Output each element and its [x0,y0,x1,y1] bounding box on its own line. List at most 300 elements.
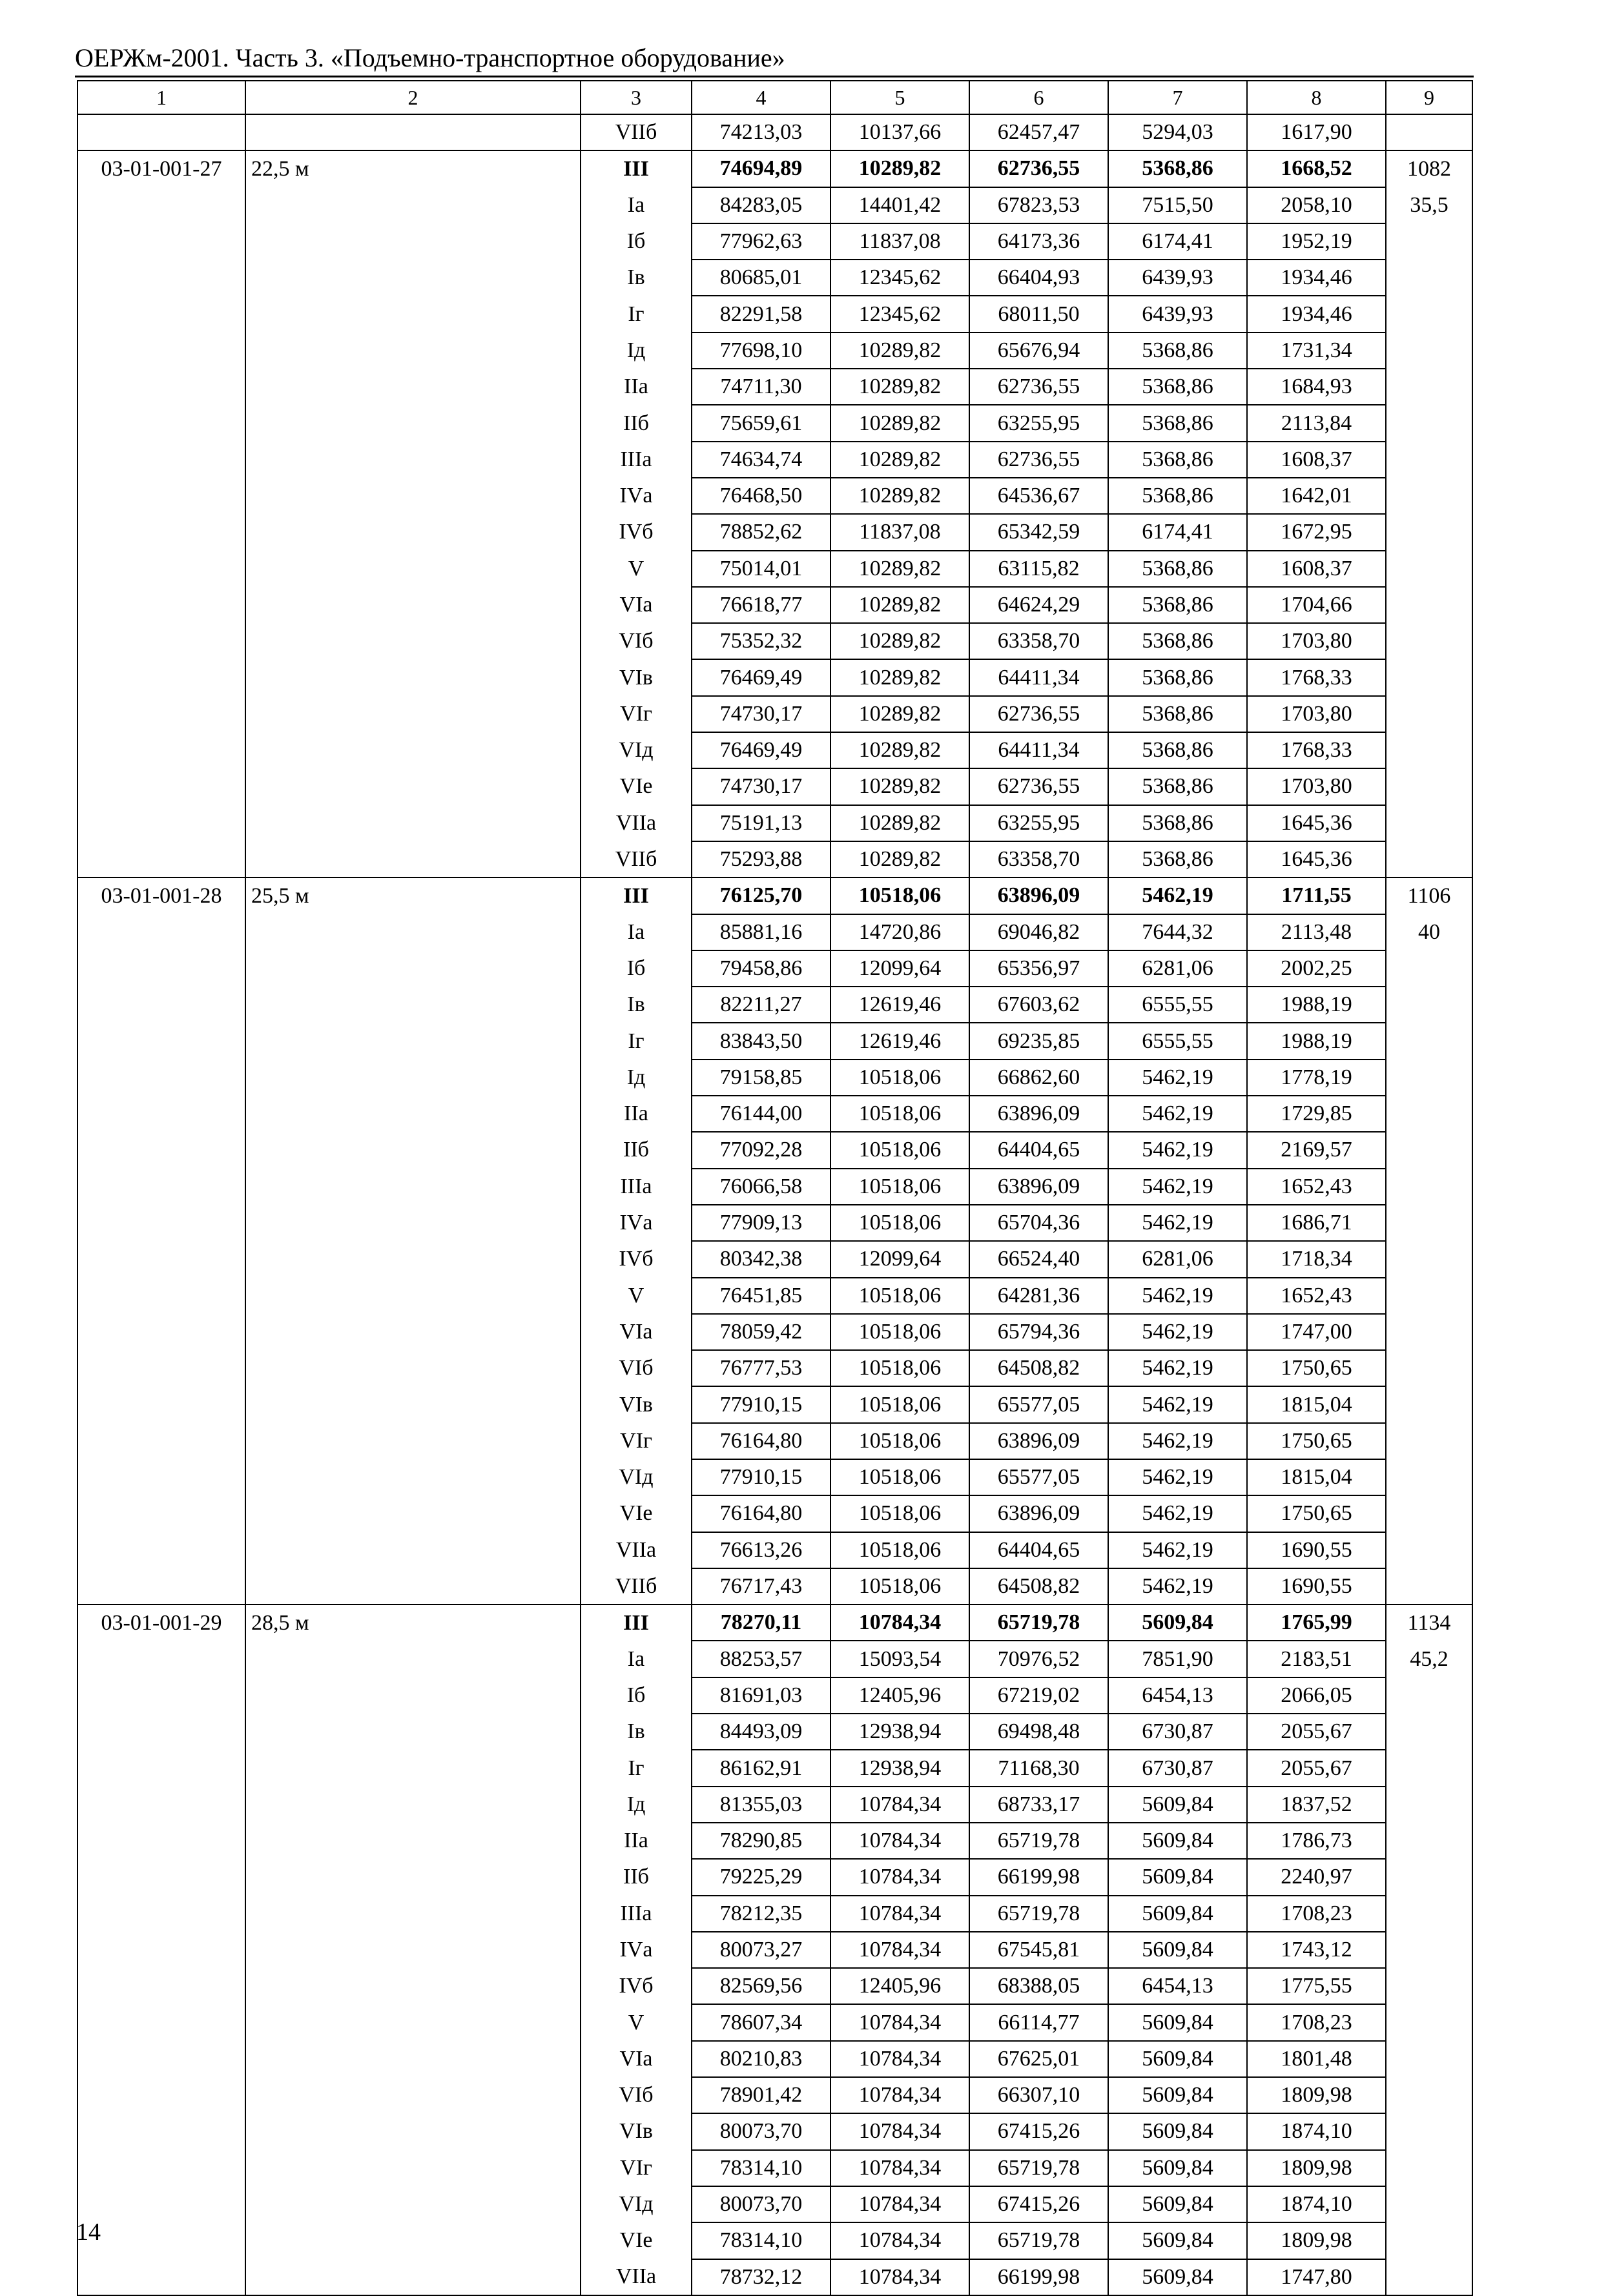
value-cell: 82291,58 [692,296,830,332]
value-cell: 81691,03 [692,1677,830,1714]
value-cell: 5462,19 [1108,1532,1247,1568]
extra-cell [1386,369,1472,405]
value-cell: 69235,85 [969,1023,1108,1059]
extra-cell [1386,2259,1472,2295]
value-cell: 6281,06 [1108,1241,1247,1277]
value-cell: 66199,98 [969,1859,1108,1895]
value-cell: 1711,55 [1247,877,1386,914]
value-cell: 12619,46 [830,1023,969,1059]
value-cell: 65676,94 [969,333,1108,369]
height-cell [245,987,581,1023]
height-cell [245,1423,581,1459]
category-cell: IVб [581,1241,692,1277]
value-cell: 10784,34 [830,1823,969,1859]
value-cell: 10289,82 [830,587,969,623]
code-cell [77,442,245,478]
value-cell: 10518,06 [830,1495,969,1532]
value-cell: 78732,12 [692,2259,830,2295]
code-cell [77,1532,245,1568]
value-cell: 1703,80 [1247,623,1386,659]
header-rule [75,76,1474,77]
value-cell: 10289,82 [830,442,969,478]
value-cell: 1642,01 [1247,478,1386,514]
value-cell: 63896,09 [969,1423,1108,1459]
code-cell [77,369,245,405]
table-row [77,1932,1472,1968]
value-cell: 64536,67 [969,478,1108,514]
value-cell: 1768,33 [1247,732,1386,768]
value-cell: 10784,34 [830,1604,969,1641]
category-cell: VIа [581,2041,692,2077]
value-cell: 2055,67 [1247,1750,1386,1786]
value-cell: 10289,82 [830,333,969,369]
value-cell: 78314,10 [692,2150,830,2186]
table-row [77,1350,1472,1386]
table-row [77,187,1472,223]
height-cell [245,732,581,768]
value-cell: 1652,43 [1247,1278,1386,1314]
value-cell: 10518,06 [830,1060,969,1096]
table-row [77,659,1472,695]
category-cell: VIд [581,1459,692,1495]
column-number: 4 [692,81,830,114]
value-cell: 1608,37 [1247,442,1386,478]
code-cell: 03-01-001-28 [77,877,245,914]
category-cell: V [581,2004,692,2040]
value-cell: 10784,34 [830,1787,969,1823]
extra-cell [1386,1132,1472,1168]
value-cell: 10784,34 [830,2004,969,2040]
table-row [77,1604,1472,1641]
category-cell: VIг [581,1423,692,1459]
value-cell: 5609,84 [1108,2004,1247,2040]
category-cell: Iв [581,987,692,1023]
value-cell: 78059,42 [692,1314,830,1350]
category-cell: IIб [581,1132,692,1168]
value-cell: 62736,55 [969,442,1108,478]
value-cell: 1934,46 [1247,260,1386,296]
table-row [77,1459,1472,1495]
code-cell [77,2186,245,2222]
value-cell: 65577,05 [969,1386,1108,1422]
table-row [77,478,1472,514]
code-cell [77,333,245,369]
value-cell: 6730,87 [1108,1714,1247,1750]
value-cell: 76144,00 [692,1096,830,1132]
value-cell: 5462,19 [1108,1132,1247,1168]
table-row [77,551,1472,587]
category-cell: VIе [581,1495,692,1532]
value-cell: 1708,23 [1247,1896,1386,1932]
extra-cell [1386,2041,1472,2077]
height-cell [245,333,581,369]
table-row [77,1677,1472,1714]
value-cell: 10289,82 [830,405,969,441]
column-number: 2 [245,81,581,114]
value-cell: 65704,36 [969,1205,1108,1241]
value-cell: 64508,82 [969,1568,1108,1604]
table-row [77,2077,1472,2113]
category-cell: IIб [581,405,692,441]
height-cell [245,1495,581,1532]
code-cell [77,551,245,587]
value-cell: 63896,09 [969,877,1108,914]
table-row [77,2150,1472,2186]
extra-cell: 35,5 [1386,187,1472,223]
height-cell [245,768,581,805]
value-cell: 5609,84 [1108,2259,1247,2295]
extra-cell [1386,2186,1472,2222]
value-cell: 74730,17 [692,696,830,732]
category-cell: VIв [581,2113,692,2149]
code-cell [77,1787,245,1823]
category-cell: III [581,150,692,187]
value-cell: 5609,84 [1108,1787,1247,1823]
table-row [77,296,1472,332]
height-cell [245,260,581,296]
value-cell: 5368,86 [1108,768,1247,805]
value-cell: 76469,49 [692,732,830,768]
category-cell: VIг [581,2150,692,2186]
category-cell: Iг [581,1750,692,1786]
table-row [77,1423,1472,1459]
value-cell: 5609,84 [1108,1604,1247,1641]
height-cell [245,1386,581,1422]
category-cell: Iг [581,296,692,332]
value-cell: 1768,33 [1247,659,1386,695]
extra-cell: 1106 [1386,877,1472,914]
column-number: 5 [830,81,969,114]
value-cell: 76613,26 [692,1532,830,1568]
height-cell [245,2222,581,2259]
value-cell: 65342,59 [969,514,1108,550]
value-cell: 5368,86 [1108,732,1247,768]
value-cell: 1778,19 [1247,1060,1386,1096]
table-row [77,369,1472,405]
value-cell: 5462,19 [1108,1278,1247,1314]
category-cell: IIа [581,369,692,405]
value-cell: 1988,19 [1247,987,1386,1023]
table-row [77,1750,1472,1786]
value-cell: 66307,10 [969,2077,1108,2113]
value-cell: 1645,36 [1247,841,1386,877]
value-cell: 76164,80 [692,1423,830,1459]
code-cell: 03-01-001-27 [77,150,245,187]
extra-cell [1386,478,1472,514]
height-cell [245,1278,581,1314]
value-cell: 78314,10 [692,2222,830,2259]
value-cell: 10518,06 [830,1568,969,1604]
table-row [77,1132,1472,1168]
value-cell: 5368,86 [1108,659,1247,695]
value-cell: 5462,19 [1108,1350,1247,1386]
extra-cell [1386,260,1472,296]
value-cell: 10784,34 [830,2186,969,2222]
category-cell: Iб [581,950,692,987]
value-cell: 10289,82 [830,369,969,405]
extra-cell [1386,587,1472,623]
value-cell: 65356,97 [969,950,1108,987]
height-cell [245,1350,581,1386]
height-cell [245,405,581,441]
value-cell: 75191,13 [692,805,830,841]
height-cell [245,296,581,332]
code-cell [77,1568,245,1604]
code-cell [77,1823,245,1859]
value-cell: 6454,13 [1108,1968,1247,2004]
height-cell [245,478,581,514]
height-cell [245,1750,581,1786]
table-row [77,768,1472,805]
extra-cell [1386,1859,1472,1895]
value-cell: 79158,85 [692,1060,830,1096]
value-cell: 1703,80 [1247,768,1386,805]
value-cell: 82569,56 [692,1968,830,2004]
height-cell [245,1787,581,1823]
category-cell: VIIб [581,841,692,877]
category-cell: IIа [581,1823,692,1859]
value-cell: 5368,86 [1108,623,1247,659]
category-cell: VIд [581,2186,692,2222]
value-cell: 1690,55 [1247,1568,1386,1604]
value-cell: 6439,93 [1108,260,1247,296]
code-cell [77,659,245,695]
value-cell: 62736,55 [969,369,1108,405]
value-cell: 80210,83 [692,2041,830,2077]
height-cell [245,2113,581,2149]
value-cell: 65794,36 [969,1314,1108,1350]
extra-cell [1386,551,1472,587]
height-cell [245,1859,581,1895]
value-cell: 64411,34 [969,732,1108,768]
value-cell: 66404,93 [969,260,1108,296]
value-cell: 1729,85 [1247,1096,1386,1132]
extra-cell [1386,1532,1472,1568]
value-cell: 84283,05 [692,187,830,223]
extra-cell [1386,1495,1472,1532]
value-cell: 67219,02 [969,1677,1108,1714]
value-cell: 5368,86 [1108,478,1247,514]
value-cell: 10518,06 [830,1314,969,1350]
value-cell: 6555,55 [1108,987,1247,1023]
category-cell: IIа [581,1096,692,1132]
value-cell: 2055,67 [1247,1714,1386,1750]
value-cell: 75014,01 [692,551,830,587]
value-cell: 5609,84 [1108,2113,1247,2149]
value-cell: 78212,35 [692,1896,830,1932]
table-row [77,223,1472,260]
value-cell: 65719,78 [969,1896,1108,1932]
height-cell [245,1241,581,1277]
value-cell: 77910,15 [692,1459,830,1495]
code-cell: 03-01-001-29 [77,1604,245,1641]
value-cell: 66862,60 [969,1060,1108,1096]
value-cell: 70976,52 [969,1641,1108,1677]
value-cell: 1684,93 [1247,369,1386,405]
extra-cell: 1134 [1386,1604,1472,1641]
value-cell: 10518,06 [830,1532,969,1568]
height-cell [245,369,581,405]
extra-cell [1386,1823,1472,1859]
code-cell [77,2259,245,2295]
category-cell: Iа [581,187,692,223]
value-cell: 5609,84 [1108,1859,1247,1895]
value-cell: 67603,62 [969,987,1108,1023]
value-cell: 2113,48 [1247,914,1386,950]
value-cell: 1750,65 [1247,1423,1386,1459]
code-cell [77,1714,245,1750]
value-cell: 5368,86 [1108,405,1247,441]
code-cell [77,1060,245,1096]
extra-cell [1386,223,1472,260]
value-cell: 76469,49 [692,659,830,695]
value-cell: 5609,84 [1108,2150,1247,2186]
category-cell: IIIа [581,1169,692,1205]
extra-cell [1386,2150,1472,2186]
column-number: 9 [1386,81,1472,114]
value-cell: 1815,04 [1247,1459,1386,1495]
code-cell [77,623,245,659]
category-cell: VIIа [581,805,692,841]
value-cell: 5294,03 [1108,114,1247,150]
height-cell [245,914,581,950]
value-cell: 2183,51 [1247,1641,1386,1677]
value-cell: 80073,70 [692,2113,830,2149]
extra-cell [1386,1568,1472,1604]
category-cell: VIв [581,659,692,695]
value-cell: 12345,62 [830,296,969,332]
table-row [77,1386,1472,1422]
extra-cell [1386,1205,1472,1241]
table-row [77,2186,1472,2222]
value-cell: 76717,43 [692,1568,830,1604]
extra-cell [1386,114,1472,150]
value-cell: 5609,84 [1108,1932,1247,1968]
height-cell [245,805,581,841]
value-cell: 78852,62 [692,514,830,550]
code-cell [77,914,245,950]
table-row [77,1096,1472,1132]
value-cell: 1934,46 [1247,296,1386,332]
code-cell [77,1495,245,1532]
value-cell: 66199,98 [969,2259,1108,2295]
value-cell: 10289,82 [830,623,969,659]
page-number: 14 [76,2219,101,2246]
value-cell: 64173,36 [969,223,1108,260]
height-cell [245,1314,581,1350]
category-cell: VIа [581,587,692,623]
value-cell: 5609,84 [1108,2041,1247,2077]
value-cell: 7515,50 [1108,187,1247,223]
height-cell [245,1677,581,1714]
value-cell: 74694,89 [692,150,830,187]
category-cell: VIб [581,2077,692,2113]
value-cell: 10289,82 [830,150,969,187]
extra-cell [1386,2004,1472,2040]
extra-cell [1386,1169,1472,1205]
value-cell: 5462,19 [1108,1205,1247,1241]
value-cell: 77698,10 [692,333,830,369]
category-cell: VIг [581,696,692,732]
value-cell: 1708,23 [1247,2004,1386,2040]
value-cell: 78901,42 [692,2077,830,2113]
value-cell: 10137,66 [830,114,969,150]
page-header: ОЕРЖм-2001. Часть 3. «Подъемно-транспортное оборудование» [75,43,785,72]
code-cell [77,1641,245,1677]
code-cell [77,223,245,260]
table-row [77,1968,1472,2004]
value-cell: 76125,70 [692,877,830,914]
value-cell: 67415,26 [969,2113,1108,2149]
value-cell: 62736,55 [969,696,1108,732]
code-cell [77,805,245,841]
extra-cell [1386,659,1472,695]
value-cell: 5609,84 [1108,2186,1247,2222]
height-cell [245,2259,581,2295]
value-cell: 5368,86 [1108,150,1247,187]
height-cell [245,2186,581,2222]
value-cell: 12938,94 [830,1714,969,1750]
value-cell: 1765,99 [1247,1604,1386,1641]
category-cell: Iд [581,1060,692,1096]
value-cell: 6174,41 [1108,223,1247,260]
value-cell: 1786,73 [1247,1823,1386,1859]
value-cell: 10784,34 [830,2222,969,2259]
value-cell: 14401,42 [830,187,969,223]
value-cell: 76468,50 [692,478,830,514]
value-cell: 67625,01 [969,2041,1108,2077]
category-cell: VIв [581,1386,692,1422]
code-cell [77,1859,245,1895]
table-row [77,1896,1472,1932]
value-cell: 10784,34 [830,2150,969,2186]
value-cell: 10518,06 [830,1205,969,1241]
value-cell: 10289,82 [830,659,969,695]
value-cell: 2169,57 [1247,1132,1386,1168]
table-row [77,877,1472,914]
table-row [77,623,1472,659]
table-row [77,1859,1472,1895]
table-row [77,1568,1472,1604]
height-cell [245,1459,581,1495]
code-cell [77,1241,245,1277]
value-cell: 64281,36 [969,1278,1108,1314]
height-cell [245,187,581,223]
code-cell [77,1096,245,1132]
table-row [77,950,1472,987]
value-cell: 5462,19 [1108,1423,1247,1459]
value-cell: 5462,19 [1108,1314,1247,1350]
code-cell [77,1350,245,1386]
value-cell: 10784,34 [830,1859,969,1895]
extra-cell [1386,1350,1472,1386]
value-cell: 10289,82 [830,768,969,805]
value-cell: 1988,19 [1247,1023,1386,1059]
table-row [77,587,1472,623]
height-cell [245,223,581,260]
value-cell: 67823,53 [969,187,1108,223]
value-cell: 68733,17 [969,1787,1108,1823]
table-row [77,1314,1472,1350]
value-cell: 75659,61 [692,405,830,441]
category-cell: IVб [581,514,692,550]
value-cell: 77092,28 [692,1132,830,1168]
value-cell: 11837,08 [830,514,969,550]
value-cell: 5368,86 [1108,369,1247,405]
category-cell: Iд [581,333,692,369]
extra-cell [1386,1787,1472,1823]
value-cell: 65719,78 [969,2150,1108,2186]
